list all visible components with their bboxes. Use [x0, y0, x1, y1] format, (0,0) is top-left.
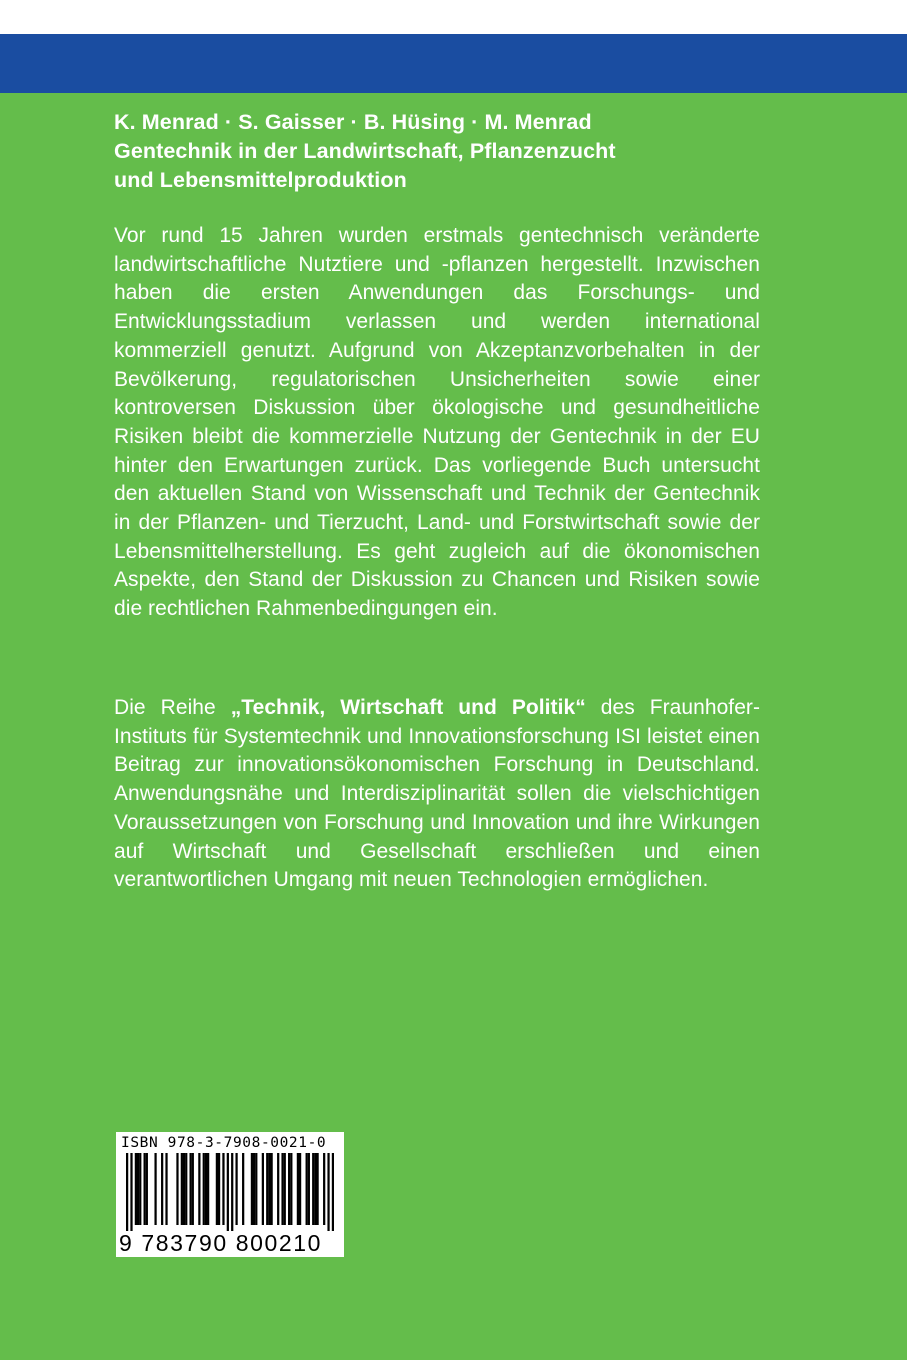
- isbn-label: ISBN 978-3-7908-0021-0: [121, 1135, 327, 1151]
- barcode-bar: [139, 1153, 141, 1225]
- barcode-bar: [183, 1153, 185, 1225]
- barcode-bar: [216, 1153, 218, 1225]
- barcode-bar: [135, 1153, 137, 1225]
- barcode-bar: [126, 1153, 128, 1231]
- barcode-bar: [332, 1153, 334, 1231]
- barcode-bar: [130, 1153, 132, 1231]
- barcode-bar: [297, 1153, 299, 1225]
- barcode-bar: [144, 1153, 146, 1225]
- barcode-bar: [253, 1153, 255, 1225]
- barcode-bar: [189, 1153, 191, 1225]
- barcode-bar: [323, 1153, 325, 1225]
- book-title-line-1: Gentechnik in der Landwirtschaft, Pflanzenzucht: [114, 139, 616, 163]
- barcode-bar: [251, 1153, 253, 1225]
- barcode-bar: [185, 1153, 187, 1225]
- barcode-bar: [316, 1153, 318, 1225]
- barcode-bars: [126, 1153, 334, 1231]
- barcode-bar: [314, 1153, 316, 1225]
- barcode-bar: [268, 1153, 270, 1225]
- barcode-bar: [154, 1153, 156, 1225]
- isbn-barcode: [116, 1132, 344, 1257]
- book-header: [114, 108, 774, 195]
- barcode-bar: [284, 1153, 286, 1225]
- barcode-bar: [146, 1153, 148, 1225]
- barcode-bar: [277, 1153, 279, 1225]
- barcode-bar: [288, 1153, 290, 1225]
- barcode-bar: [205, 1153, 207, 1225]
- barcode-bar: [290, 1153, 292, 1225]
- series-name: „Technik, Wirtschaft und Politik“: [230, 696, 586, 719]
- top-blue-band: [0, 34, 907, 93]
- barcode-bar: [198, 1153, 200, 1225]
- barcode-bar: [262, 1153, 264, 1225]
- barcode-bar: [203, 1153, 205, 1225]
- ean-digits: 9 783790 800210: [119, 1230, 323, 1256]
- barcode-bar: [255, 1153, 257, 1225]
- barcode-bar: [161, 1153, 163, 1225]
- series-intro: Die Reihe: [114, 696, 231, 719]
- series-description: [114, 694, 760, 895]
- barcode-bar: [266, 1153, 268, 1225]
- barcode-bar: [137, 1153, 139, 1225]
- top-white-strip: [0, 0, 907, 34]
- barcode-bar: [235, 1153, 237, 1225]
- barcode-bar: [176, 1153, 178, 1225]
- barcode-bar: [207, 1153, 209, 1225]
- authors: K. Menrad · S. Gaisser · B. Hüsing · M. Menrad: [114, 110, 592, 134]
- barcode-bar: [192, 1153, 194, 1225]
- book-description: Vor rund 15 Jahren wurden erstmals gentechnisch veränderte landwirtschaftliche Nutztiere und -pflanzen hergestellt. Inzwischen haben die ersten Anwendungen das Forschungs- und Entwicklungsstadium verlassen und werden international kommerziell genutzt. Aufgrund von Akzeptanzvorbehalten in der Bevölkerung, regulatorischen Unsicherheiten sowie einer kontroversen Diskussion über ökologische und gesundheitliche Risiken bleibt die kommerzielle Nutzung der Gentechnik in der EU hinter den Erwartungen zurück. Das vorliegende Buch untersucht den aktuellen Stand von Wissenschaft und Technik der Gentechnik in der Pflanzen- und Tierzucht, Land- und Forstwirtschaft sowie der Lebensmittelherstellung. Es geht zugleich auf die ökonomischen Aspekte, den Stand der Diskussion zu Chancen und Risiken sowie die rechtlichen Rahmenbedingungen ein.: [114, 224, 760, 621]
- barcode-bar: [327, 1153, 329, 1231]
- barcode-bar: [242, 1153, 244, 1225]
- book-title-line-2: und Lebensmittelproduktion: [114, 168, 407, 192]
- barcode-bar: [227, 1153, 229, 1231]
- barcode-bar: [222, 1153, 224, 1225]
- barcode-bar: [299, 1153, 301, 1225]
- barcode-bar: [308, 1153, 310, 1225]
- barcode-bar: [181, 1153, 183, 1225]
- barcode-bar: [231, 1153, 233, 1231]
- barcode-bar: [312, 1153, 314, 1225]
- barcode-bar: [165, 1153, 167, 1225]
- barcode-bar: [306, 1153, 308, 1225]
- barcode-bar: [271, 1153, 273, 1225]
- barcode-bar: [218, 1153, 220, 1225]
- barcode-bar: [281, 1153, 283, 1225]
- series-text: des Fraunhofer-Instituts für Systemtechnik und Innovationsforschung ISI leistet einen Beitrag zur innovationsökonomischen Forschung in Deutschland. Anwendungsnähe und Interdisziplinarität sollen die vielschichtigen Voraussetzungen von Forschung und Innovation und ihre Wirkungen auf Wirtschaft und Gesellschaft erschließen und einen verantwortlichen Umgang mit neuen Technologien ermöglichen.: [114, 696, 761, 892]
